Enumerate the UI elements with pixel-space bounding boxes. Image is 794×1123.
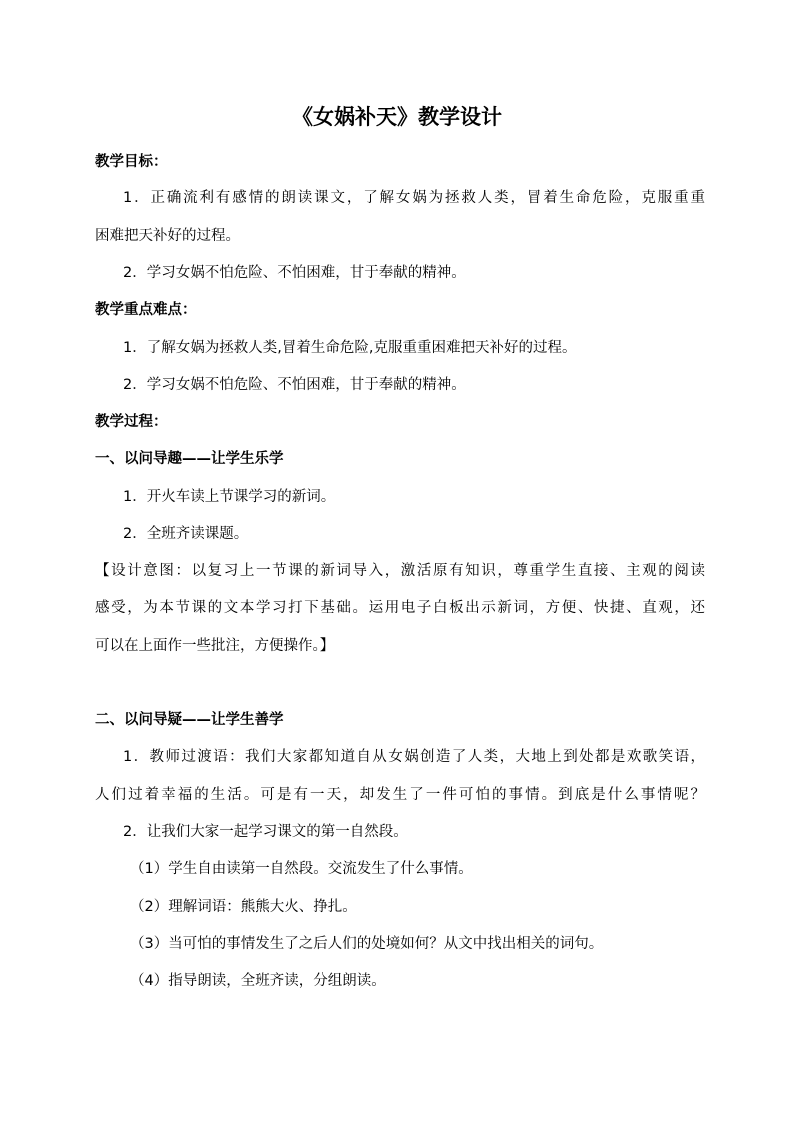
document-title: 《女娲补天》教学设计 <box>292 105 502 129</box>
section-2-subitem-1: （1）学生自由读第一自然段。交流发生了什么事情。 <box>130 861 473 877</box>
objective-item-2: 2．学习女娲不怕危险、不怕困难，甘于奉献的精神。 <box>123 265 466 281</box>
design-note-line-3: 可以在上面作一些批注，方便操作。】 <box>95 638 335 654</box>
section-1-item-2: 2．全班齐读课题。 <box>123 526 249 542</box>
section-2-subitem-3: （3）当可怕的事情发生了之后人们的处境如何？从文中找出相关的词句。 <box>130 936 604 952</box>
section-2-subitem-2: （2）理解词语：熊熊大火、挣扎。 <box>130 899 357 915</box>
key-point-item-2: 2．学习女娲不怕危险、不怕困难，甘于奉献的精神。 <box>123 377 466 393</box>
section-1-heading: 一、以问导趣——让学生乐学 <box>95 451 284 467</box>
design-note-line-1: 【设计意图：以复习上一节课的新词导入，激活原有知识，尊重学生直接、主观的阅读 <box>95 563 705 579</box>
objective-item-1-line-1: 1．正确流利有感情的朗读课文，了解女娲为拯救人类，冒着生命危险，克服重重 <box>123 190 705 206</box>
section-2-heading: 二、以问导疑——让学生善学 <box>95 712 284 728</box>
section-2-subitem-4: （4）指导朗读，全班齐读，分组朗读。 <box>130 973 386 989</box>
key-points-heading: 教学重点难点： <box>95 302 197 318</box>
section-2-item-1-line-2: 人们过着幸福的生活。可是有一天，却发生了一件可怕的事情。到底是什么事情呢？ <box>95 787 705 803</box>
objective-item-1-line-2: 困难把天补好的过程。 <box>95 228 240 244</box>
design-note-line-2: 感受，为本节课的文本学习打下基础。运用电子白板出示新词，方便、快捷、直观，还 <box>95 600 705 616</box>
process-heading: 教学过程： <box>95 414 168 430</box>
section-1-item-1: 1．开火车读上节课学习的新词。 <box>123 489 336 505</box>
section-2-item-1-line-1: 1．教师过渡语：我们大家都知道自从女娲创造了人类，大地上到处都是欢歌笑语， <box>123 749 705 765</box>
objectives-heading: 教学目标： <box>95 154 168 170</box>
section-2-item-2: 2．让我们大家一起学习课文的第一自然段。 <box>123 824 408 840</box>
key-point-item-1: 1．了解女娲为拯救人类,冒着生命危险,克服重重困难把天补好的过程。 <box>123 340 577 356</box>
